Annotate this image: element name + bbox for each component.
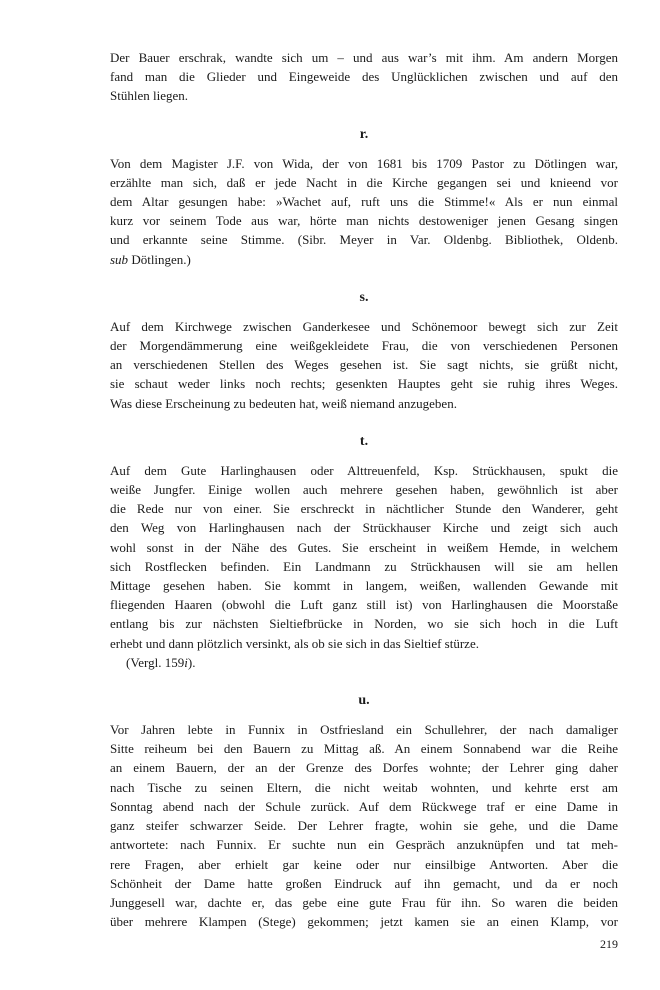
body-line: Junggesell war, dachte er, das gebe eine gute Frau für ihn. So waren die beiden [110,894,618,910]
body-line: fand man die Glieder und Eingeweide des Unglücklichen zwischen und auf den [110,69,618,85]
body-line: an verschiedenen Stellen des Weges gesehen ist. Sie sagt nichts, sie grüßt nicht, [110,357,618,373]
body-line: Sonntag abend nach der Schule zurück. Auf dem Rückwege traf er eine Dame in [110,798,618,814]
section-heading-s: s. [359,289,369,305]
paragraph-r [110,154,618,269]
body-line: Stühlen liegen. [110,88,188,104]
body-line: kurz vor seinem Tode aus war, hörte man nichts destoweniger jenen Gesang singen [110,213,618,229]
body-line: Was diese Erscheinung zu bedeuten hat, weiß niemand anzugeben. [110,395,457,411]
body-line: der Morgendämmerung eine weißgekleidete Frau, die von verschiedenen Personen [110,338,618,354]
body-line: Sitte reiheum bei den Bauern zu Mittag aß. An einem Sonnabend war die Reihe [110,741,618,757]
vergl-reference [110,653,618,672]
paragraph-u [110,720,618,931]
body-line: den Weg von Harlinghausen nach der Strückhauser Kirche und zeigt sich auch [110,520,618,536]
body-line: wohl sonst in der Nähe des Gutes. Sie erscheint in weißem Hemde, in welchem [110,539,618,555]
paragraph-s [110,317,618,413]
body-line: antwortete: nach Funnix. Er suchte nun ein Gespräch anzuknüpfen und tat meh- [110,837,618,853]
body-line-text: Dötlingen.) [128,251,191,267]
section-heading-u: u. [358,693,370,709]
body-line: Schönheit der Dame hatte großen Eindruck auf ihn gemacht, und da er noch [110,875,618,891]
body-line: erzählte man sich, daß er jede Nacht in die Kirche gegangen sei und knieend vor [110,174,618,190]
body-line: über mehrere Klampen (Stege) gekommen; jetzt kamen sie an einen Klamp, vor [110,914,618,930]
text-column [110,0,618,951]
section-heading-r: r. [359,126,369,142]
section-heading-t: t. [359,433,369,449]
italic-term-sub: sub [110,251,129,267]
body-line: erhebt und dann plötzlich versinkt, als ob sie sich in das Sieltief stürze. [110,635,479,651]
body-line: Mittage gesehen haben. Sie kommt in langem, weißen, wallenden Gewande mit [110,578,618,594]
paragraph-intro [110,48,618,106]
body-line: Von dem Magister J.F. von Wida, der von 1681 bis 1709 Pastor zu Dötlingen war, [110,155,618,171]
body-line: Vor Jahren lebte in Funnix in Ostfriesland ein Schullehrer, der nach damaliger [110,722,618,738]
body-line: Der Bauer erschrak, wandte sich um – und aus war’s mit ihm. Am andern Morgen [110,50,618,65]
body-line: Auf dem Gute Harlinghausen oder Alttreuenfeld, Ksp. Strückhausen, spukt die [110,462,618,478]
body-line: dem Altar gesungen habe: »Wachet auf, ruft uns die Stimme!« Als er nun einmal [110,194,618,210]
body-line: entlang bis zur nächsten Sieltiefbrücke in Norden, wo sie sich hoch in die Luft [110,616,618,632]
body-line: ganz steifer schwarzer Seide. Der Lehrer fragte, wohin sie gehe, und die Dame [110,818,618,834]
body-line: die Rede nur von einer. Sie erschreckt in nächtlicher Stunde den Wanderer, geht [110,501,618,517]
body-line: fliegenden Haaren (obwohl die Luft ganz still ist) von Harlinghausen die Moorstaße [110,597,618,613]
body-line: Auf dem Kirchwege zwischen Ganderkesee und Schönemoor bewegt sich zur Zeit [110,318,618,334]
italic-term-i: i [184,654,188,670]
body-line: rere Fragen, aber erhielt gar keine oder nur einsilbige Antworten. Aber die [110,856,618,872]
body-line: nach Tische zu seinen Eltern, die nicht weitab wohnten, und kehrte erst am [110,779,618,795]
paragraph-t [110,461,618,672]
body-line-text: (Vergl. 159 [126,654,185,670]
body-line [110,250,618,269]
body-line-text: ). [187,654,196,670]
body-line: und erkannte seine Stimme. (Sibr. Meyer in Var. Oldenbg. Bibliothek, Oldenb. [110,232,618,248]
body-line: an einem Bauern, der an der Grenze des Dorfes wohnte; der Lehrer ging daher [110,760,618,776]
page-number: 219 [600,937,618,952]
body-line: weiße Jungfer. Einige wollen auch mehrere gesehen haben, gewöhnlich ist aber [110,482,618,498]
body-line: sich Rostflecken befinden. Ein Landmann zu Strückhausen will sie am hellen [110,558,618,574]
body-line: sie schaut weder links noch rechts; gesenkten Hauptes geht sie ruhig ihres Weges. [110,376,618,392]
